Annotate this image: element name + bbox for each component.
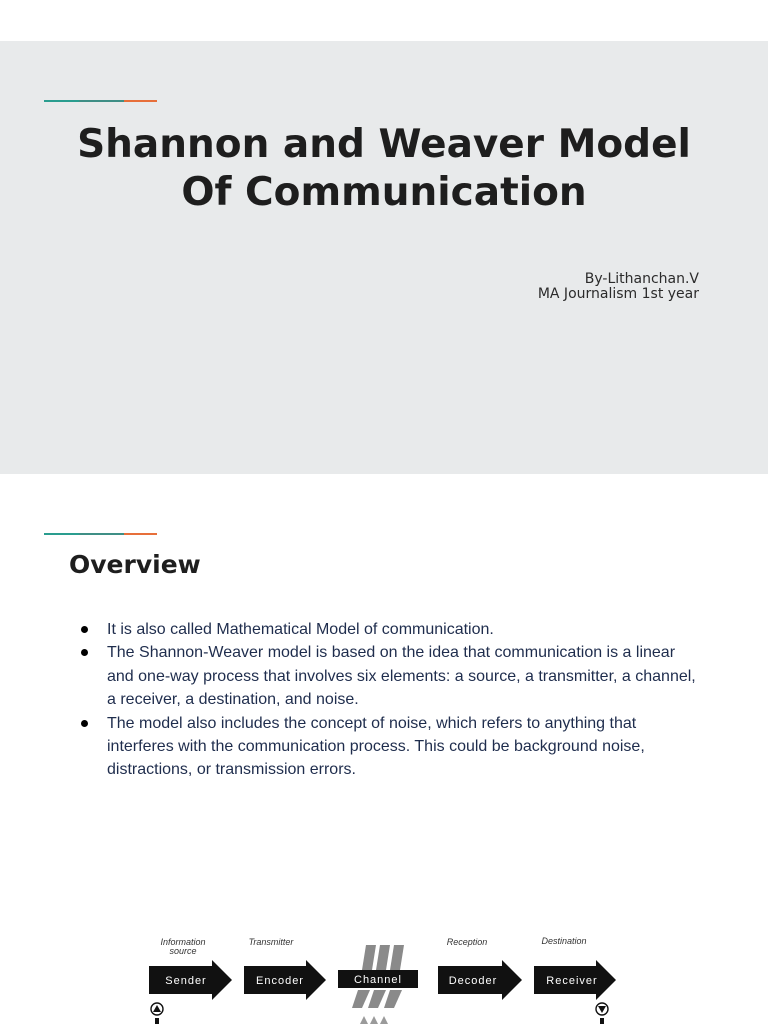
down-marker-icon bbox=[596, 1003, 608, 1024]
slide-title bbox=[40, 121, 728, 217]
box-label-sender: Sender bbox=[165, 975, 207, 987]
bullet-item bbox=[80, 641, 700, 711]
bullet-item bbox=[80, 712, 700, 782]
overview-bullets bbox=[80, 618, 700, 782]
byline bbox=[538, 272, 699, 302]
box-label-channel: Channel bbox=[354, 974, 402, 986]
bullet-text: The Shannon-Weaver model is based on the idea that communication is a linear and one-way process that involves six elements: a source, a transmitter, a channel, a receiver, a destination, and noise. bbox=[107, 644, 696, 709]
up-marker-icon bbox=[151, 1003, 163, 1024]
bullet-dot bbox=[81, 649, 88, 656]
bullet-text: The model also includes the concept of noise, which refers to anything that interferes with the communication process. This could be background noise, distractions, or transmission errors. bbox=[107, 714, 645, 779]
box-label-decoder: Decoder bbox=[448, 975, 498, 987]
title-slide bbox=[0, 41, 768, 474]
box-label-receiver: Receiver bbox=[546, 975, 598, 987]
title-line-2: Of Communication bbox=[181, 170, 587, 215]
accent-line-overview bbox=[44, 533, 157, 535]
stage-label-destination: Destination bbox=[541, 936, 587, 946]
bullet-dot bbox=[81, 720, 88, 727]
bullet-item bbox=[80, 618, 700, 641]
communication-model-diagram bbox=[140, 930, 630, 1024]
noise-arrows-icon bbox=[360, 1016, 388, 1024]
stage-label-source: source bbox=[169, 946, 197, 956]
author-name: By-Lithanchan.V bbox=[584, 271, 699, 287]
stage-label-transmitter: Transmitter bbox=[248, 937, 294, 947]
stage-label-reception: Reception bbox=[446, 937, 488, 947]
stage-label-information: Information bbox=[160, 937, 206, 947]
bullet-text: It is also called Mathematical Model of communication. bbox=[107, 621, 494, 638]
course-name: MA Journalism 1st year bbox=[537, 286, 699, 302]
overview-heading: Overview bbox=[69, 550, 201, 579]
title-line-1: Shannon and Weaver Model bbox=[77, 122, 691, 167]
accent-line bbox=[44, 100, 157, 102]
box-label-encoder: Encoder bbox=[256, 975, 304, 987]
bullet-dot bbox=[81, 626, 88, 633]
